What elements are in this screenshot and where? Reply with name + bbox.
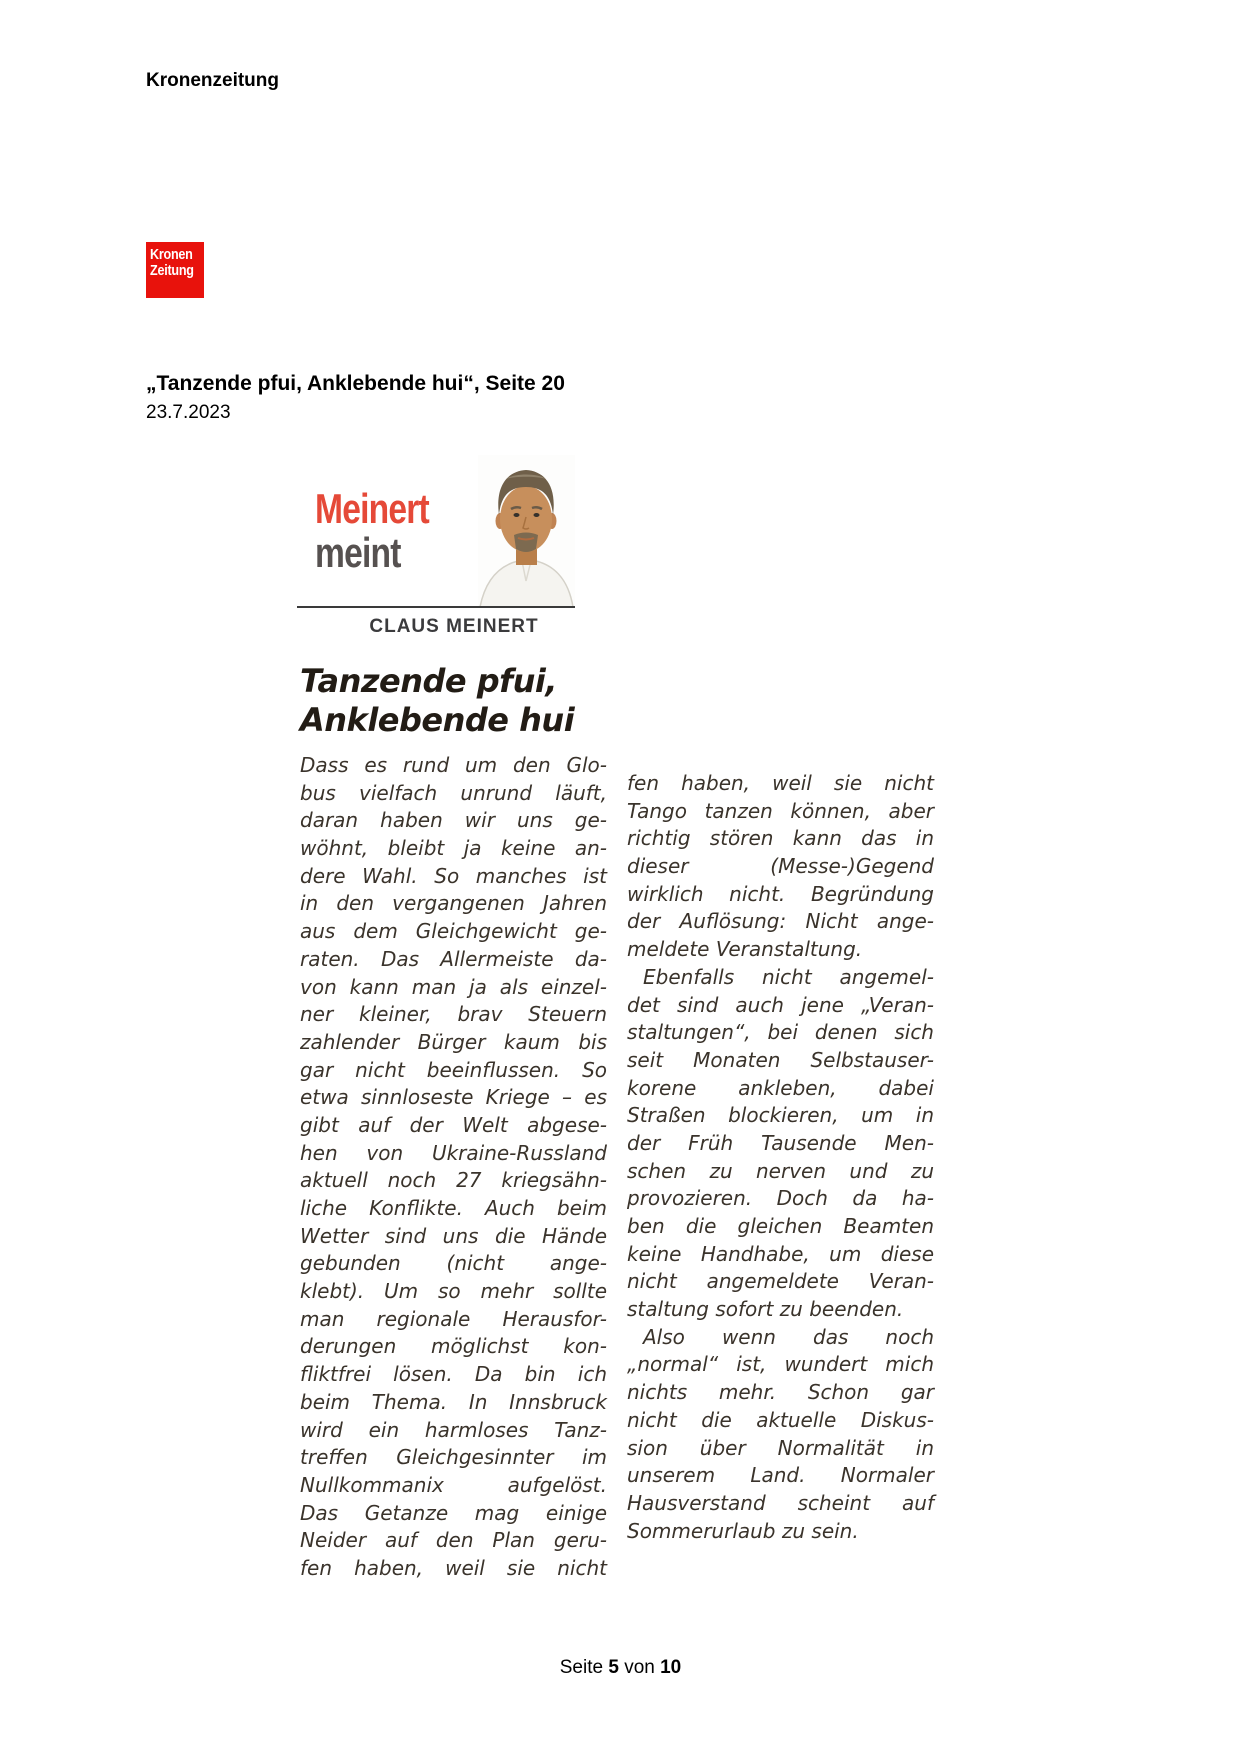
body-line: Neider auf den Plan geru- xyxy=(300,1528,607,1553)
footer-total-pages: 10 xyxy=(660,1657,682,1678)
body-line: nicht angemeldete Veran- xyxy=(627,1269,934,1294)
body-line: zahlender Bürger kaum bis xyxy=(300,1029,607,1054)
body-line: Das Getanze mag einige xyxy=(300,1500,607,1525)
body-line: raten. Das Allermeiste da- xyxy=(300,946,607,971)
body-line: dieser (Messe-)Gegend xyxy=(627,854,934,879)
columnist-verb: meint xyxy=(315,529,401,576)
body-line: der Auflösung: Nicht ange- xyxy=(627,909,934,934)
body-line: Wetter sind uns die Hände xyxy=(300,1223,607,1248)
divider-rule xyxy=(297,606,575,608)
body-line: wird ein harmloses Tanz- xyxy=(300,1417,607,1442)
body-line: gar nicht beeinflussen. So xyxy=(300,1057,607,1082)
body-line: Tango tanzen können, aber xyxy=(627,798,934,823)
body-line: liche Konflikte. Auch beim xyxy=(300,1196,607,1220)
body-line: Nullkommanix aufgelöst. xyxy=(300,1472,607,1497)
article-headline xyxy=(300,662,630,740)
author-photo xyxy=(478,455,575,607)
body-line: etwa sinnloseste Kriege – es xyxy=(300,1085,607,1110)
body-line: „normal“ ist, wundert mich xyxy=(627,1352,934,1377)
article-column-right xyxy=(627,770,934,1545)
body-line: man regionale Herausfor- xyxy=(300,1306,607,1331)
body-line: aus dem Gleichgewicht ge- xyxy=(300,919,607,944)
body-line: fen haben, weil sie nicht xyxy=(300,1555,607,1580)
body-line: unserem Land. Normaler xyxy=(627,1463,934,1488)
body-line: klebt). Um so mehr sollte xyxy=(300,1279,607,1304)
body-line: nicht die aktuelle Diskus- xyxy=(627,1407,934,1432)
body-line: in den vergangenen Jahren xyxy=(300,891,607,916)
body-line: Dass es rund um den Glo- xyxy=(300,753,607,777)
logo-text-line1: Kronen xyxy=(150,246,193,263)
body-line: schen zu nerven und zu xyxy=(627,1158,934,1183)
article-date: 23.7.2023 xyxy=(146,402,231,423)
body-line: Also wenn das noch xyxy=(643,1324,934,1349)
body-line: provozieren. Doch da ha- xyxy=(627,1186,934,1211)
logo-text-line2: Zeitung xyxy=(150,262,194,279)
body-line: von kann man ja als einzel- xyxy=(300,974,607,999)
body-line: sion über Normalität in xyxy=(627,1435,934,1460)
body-line: daran haben wir uns ge- xyxy=(300,808,607,833)
footer-page-number: 5 xyxy=(608,1657,619,1678)
body-line: fen haben, weil sie nicht xyxy=(627,771,934,795)
article-title: „Tanzende pfui, Anklebende hui“, Seite 20 xyxy=(146,372,565,395)
body-line: staltungen“, bei denen sich xyxy=(627,1020,934,1045)
kronen-zeitung-logo xyxy=(146,242,204,298)
body-line: wirklich nicht. Begründung xyxy=(627,881,934,906)
body-line: Straßen blockieren, um in xyxy=(627,1103,934,1128)
body-line: beim Thema. In Innsbruck xyxy=(300,1389,607,1414)
body-line: ner kleiner, brav Steuern xyxy=(300,1002,607,1027)
headline-line-1: Tanzende pfui, xyxy=(300,662,557,700)
body-line: aktuell noch 27 kriegsähn- xyxy=(300,1168,607,1193)
body-line: treffen Gleichgesinnter im xyxy=(300,1445,607,1470)
footer-label-of: von xyxy=(624,1657,655,1678)
author-byline: CLAUS MEINERT xyxy=(369,616,539,637)
body-line: nichts mehr. Schon gar xyxy=(627,1380,934,1405)
columnist-name: Meinert xyxy=(315,485,429,532)
page-footer xyxy=(0,1657,1241,1679)
body-line: det sind auch jene „Veran- xyxy=(627,992,934,1017)
body-line: seit Monaten Selbstauser- xyxy=(627,1047,934,1072)
body-line: Hausverstand scheint auf xyxy=(627,1490,934,1515)
body-line: gebunden (nicht ange- xyxy=(300,1251,607,1276)
footer-label-page: Seite xyxy=(559,1657,604,1678)
body-line: Ebenfalls nicht angemel- xyxy=(643,964,934,989)
body-line: keine Handhabe, um diese xyxy=(627,1241,934,1266)
publication-name: Kronenzeitung xyxy=(146,70,279,91)
body-line: fliktfrei lösen. Da bin ich xyxy=(300,1362,607,1387)
body-line: bus vielfach unrund läuft, xyxy=(300,780,607,805)
body-line: korene ankleben, dabei xyxy=(627,1075,934,1100)
body-line: der Früh Tausende Men- xyxy=(627,1130,934,1155)
body-line: ben die gleichen Beamten xyxy=(627,1214,934,1238)
body-line: staltung sofort zu beenden. xyxy=(627,1297,904,1322)
body-line: richtig stören kann das in xyxy=(627,826,934,851)
body-line: meldete Veranstaltung. xyxy=(627,937,863,962)
body-line: derungen möglichst kon- xyxy=(300,1334,607,1359)
body-line: dere Wahl. So manches ist xyxy=(300,863,607,888)
body-line: hen von Ukraine-Russland xyxy=(300,1140,607,1165)
body-line: wöhnt, bleibt ja keine an- xyxy=(300,836,607,861)
body-line: gibt auf der Welt abgese- xyxy=(300,1112,607,1137)
body-line: Sommerurlaub zu sein. xyxy=(627,1518,859,1543)
headline-line-2: Anklebende hui xyxy=(300,701,575,739)
article-column-left xyxy=(300,752,607,1580)
portrait-headshot-image xyxy=(478,455,575,607)
